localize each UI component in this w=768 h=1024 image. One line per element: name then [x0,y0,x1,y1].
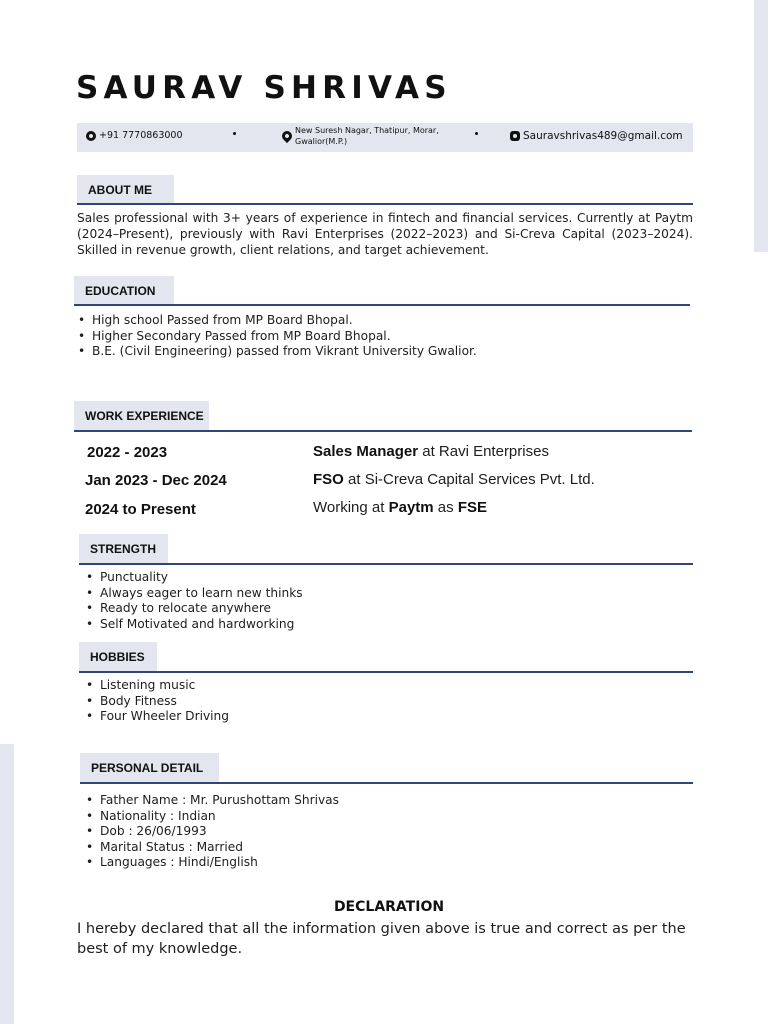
personal-item: • Marital Status : Married [84,840,339,856]
work-divider [74,430,692,432]
work-date: Jan 2023 - Dec 2024 [85,472,227,489]
hobbies-list [84,678,229,725]
work-date: 2024 to Present [85,501,196,518]
education-list [76,313,477,360]
hobbies-divider [79,671,693,673]
strength-item: • Punctuality [84,570,303,586]
education-item: • High school Passed from MP Board Bhopal. [76,313,477,329]
work-role-title: FSE [457,499,487,516]
separator-dot [475,132,478,135]
education-heading: EDUCATION [74,276,174,305]
work-role-company: at Si-Creva Capital Services Pvt. Ltd. [343,471,595,488]
personal-item: • Languages : Hindi/English [84,855,339,871]
work-heading: WORK EXPERIENCE [74,401,209,430]
location-pin-icon [280,129,294,143]
strength-heading: STRENGTH [79,534,168,563]
phone-icon [86,131,96,141]
work-role-mid: as [433,499,458,516]
personal-list [84,793,339,871]
work-role-title: Sales Manager [313,443,419,460]
hobbies-heading: HOBBIES [79,642,157,671]
hobby-item: • Body Fitness [84,694,229,710]
work-role [313,471,595,488]
separator-dot [233,132,236,135]
personal-divider [80,782,693,784]
resume-name: SAURAV SHRIVAS [76,70,452,106]
hobby-item: • Four Wheeler Driving [84,709,229,725]
address-line1: New Suresh Nagar, Thatipur, Morar, [295,126,439,135]
work-date: 2022 - 2023 [87,444,168,461]
work-role-company: Paytm [388,499,434,516]
email-icon [510,131,520,141]
education-item: • Higher Secondary Passed from MP Board Bhopal. [76,329,477,345]
about-text: Sales professional with 3+ years of experience in fintech and financial services. Currently at Paytm (2024–Present), previously with Ravi Enterprises (2022–2023) and Si-Creva Capital (2023–2024). Skilled in revenue growth, client relations, and target achievement. [77,211,693,257]
strength-item: • Always eager to learn new thinks [84,586,303,602]
personal-item: • Father Name : Mr. Purushottam Shrivas [84,793,339,809]
declaration-text: I hereby declared that all the information given above is true and correct as per the best of my knowledge. [77,921,686,957]
contact-phone[interactable] [86,130,183,141]
work-role-company: at Ravi Enterprises [418,443,549,460]
contact-address [282,125,439,147]
about-heading: ABOUT ME [77,175,174,204]
contact-bar [77,123,693,152]
strength-divider [79,563,693,565]
email-text: Sauravshrivas489@gmail.com [523,130,683,142]
strength-item: • Self Motivated and hardworking [84,617,303,633]
strength-item: • Ready to relocate anywhere [84,601,303,617]
work-role-title: FSO [313,471,344,488]
address-line2: Gwalior(M.P.) [295,137,348,146]
phone-text: +91 7770863000 [99,130,183,141]
decorative-side-bar-right [754,0,768,252]
contact-email[interactable] [510,130,683,142]
education-item: • B.E. (Civil Engineering) passed from Vikrant University Gwalior. [76,344,477,360]
personal-heading: PERSONAL DETAIL [80,753,219,782]
strength-list [84,570,303,632]
about-divider [77,203,693,205]
personal-item: • Dob : 26/06/1993 [84,824,339,840]
decorative-side-bar-left [0,744,14,1024]
work-role-prefix: Working at [313,499,389,516]
hobby-item: • Listening music [84,678,229,694]
work-role [313,443,549,460]
work-role [313,499,487,516]
education-divider [74,304,690,306]
declaration-heading: DECLARATION [333,899,445,915]
personal-item: • Nationality : Indian [84,809,339,825]
